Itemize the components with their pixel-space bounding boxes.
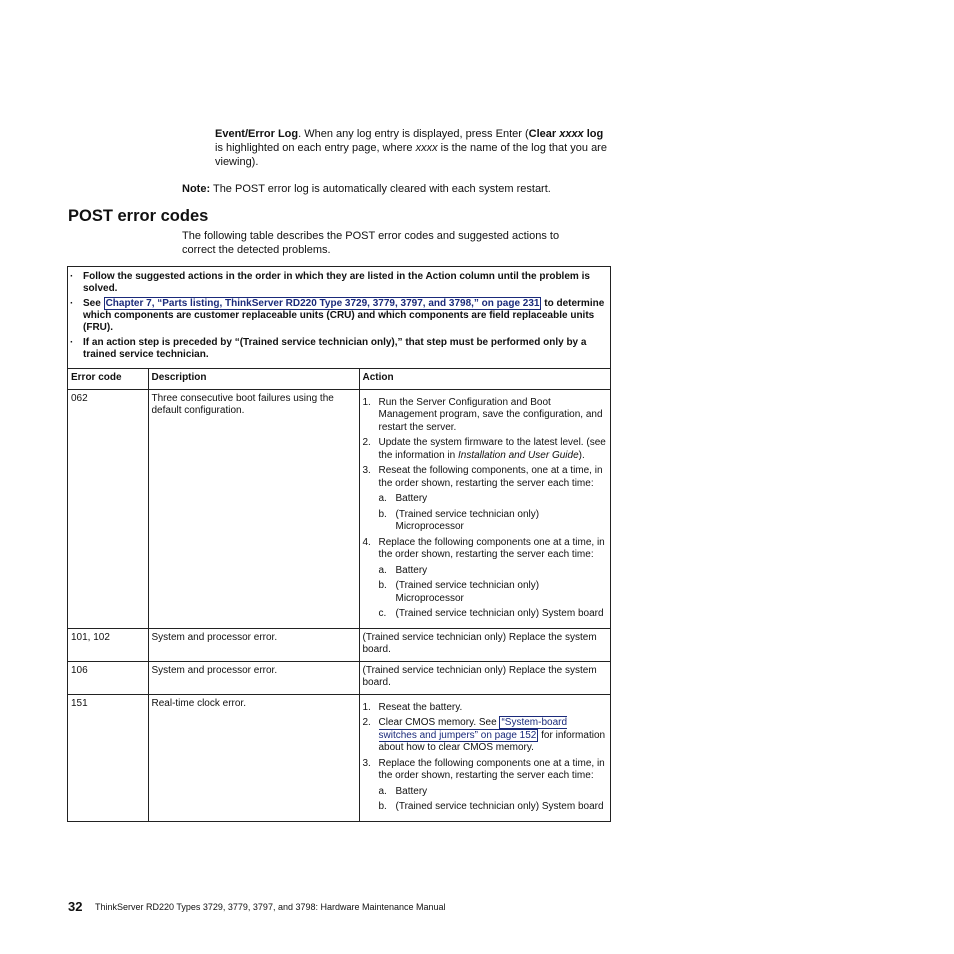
- error-action: [359, 694, 610, 821]
- log-name-placeholder: xxxx: [415, 142, 438, 154]
- clear-term: Clear: [528, 128, 560, 140]
- action-substep: [379, 565, 608, 578]
- bullet: ·: [70, 271, 74, 282]
- error-action: (Trained service technician only) Replace the system board.: [359, 661, 610, 694]
- parts-listing-link[interactable]: Chapter 7, “Parts listing, ThinkServer RD220 Type 3729, 3779, 3797, and 3798,” on page 231: [105, 298, 540, 309]
- substep-letter: a.: [378, 785, 387, 797]
- table-row: [68, 694, 610, 821]
- substep-text: (Trained service technician only) System board: [395, 608, 604, 619]
- substep-text: Battery: [395, 785, 428, 797]
- action-steps: [363, 698, 608, 814]
- step-text-segment: ).: [578, 449, 585, 461]
- log-term: log: [586, 128, 604, 140]
- table-note: [70, 271, 606, 295]
- step-number: 2.: [362, 717, 371, 728]
- table-row: [68, 389, 610, 628]
- action-step: [363, 758, 608, 783]
- intro-text: is the name of the log that you are viewing).: [215, 142, 607, 168]
- header-error-code: Error code: [68, 369, 148, 389]
- action-substep: [379, 580, 608, 605]
- note-text-segment: See: [83, 298, 104, 309]
- section-description: The following table describes the POST error codes and suggested actions to correct the detected problems.: [182, 230, 560, 256]
- substep-text: (Trained service technician only) System board: [395, 801, 604, 812]
- step-number: 3.: [362, 465, 371, 476]
- step-text-segment: Clear CMOS memory. See: [378, 717, 500, 728]
- substep-letter: c.: [378, 608, 387, 619]
- note-label: Note:: [182, 183, 211, 195]
- page-number: 32: [68, 899, 83, 914]
- post-error-table: [67, 266, 611, 822]
- system-board-switches-link[interactable]: “System-board switches and jumpers” on page 152: [378, 717, 568, 741]
- note-text-segment: to determine which components are customer replaceable units (CRU) and which components are field replaceable units (FRU).: [83, 298, 605, 333]
- log-name-placeholder: xxxx: [559, 128, 584, 140]
- action-substep: [379, 801, 608, 814]
- clear-log-term: [529, 128, 604, 140]
- footer-title: ThinkServer RD220 Types 3729, 3779, 3797, and 3798: Hardware Maintenance Manual: [95, 902, 446, 912]
- note-text: The POST error log is automatically cleared with each system restart.: [212, 183, 551, 195]
- header-description: Description: [148, 369, 359, 389]
- section-heading: POST error codes: [68, 207, 209, 225]
- substep-text: Battery: [395, 493, 428, 504]
- substep-text: (Trained service technician only) Microprocessor: [395, 508, 540, 532]
- intro-text: . When any log entry is displayed, press Enter (: [298, 128, 529, 140]
- table-notes: [68, 267, 610, 369]
- action-substep: [379, 493, 608, 506]
- error-action: [359, 389, 610, 628]
- step-text: Replace the following components one at a time, in the order shown, restarting the server each time:: [378, 757, 605, 781]
- substep-letter: b.: [378, 580, 387, 591]
- error-description: System and processor error.: [148, 628, 359, 661]
- error-code: 106: [68, 661, 148, 694]
- header-action: Action: [359, 369, 610, 389]
- step-number: 4.: [362, 536, 371, 548]
- action-steps: [363, 393, 608, 621]
- step-text: Replace the following components one at a time, in the order shown, restarting the server each time:: [378, 536, 605, 560]
- action-step: [363, 465, 608, 490]
- table-note: [70, 337, 606, 361]
- step-text: [379, 437, 608, 462]
- error-action: (Trained service technician only) Replace the system board.: [359, 628, 610, 661]
- intro-paragraph: [215, 127, 610, 169]
- error-code: 101, 102: [68, 628, 148, 661]
- error-description: Real-time clock error.: [148, 694, 359, 821]
- action-substep: [379, 509, 608, 534]
- table-row: [68, 628, 610, 661]
- table-row: [68, 661, 610, 694]
- bullet: ·: [70, 337, 74, 348]
- substep-letter: a.: [378, 493, 387, 504]
- substep-letter: b.: [378, 801, 387, 812]
- guide-title: Installation and User Guide: [458, 449, 579, 461]
- note: [182, 182, 612, 196]
- step-text: Run the Server Configuration and Boot Management program, save the configuration, and restart the server.: [378, 396, 603, 433]
- table-note-text: [83, 298, 606, 334]
- error-code: 062: [68, 389, 148, 628]
- action-substep: [379, 608, 608, 621]
- action-step: [363, 437, 608, 462]
- intro-text: is highlighted on each entry page, where: [215, 142, 416, 154]
- action-step: [363, 397, 608, 435]
- table-note-text: Follow the suggested actions in the order in which they are listed in the Action column until the problem is solved.: [83, 271, 590, 294]
- step-number: 2.: [362, 437, 371, 448]
- error-description: System and processor error.: [148, 661, 359, 694]
- table-note: [70, 298, 606, 334]
- action-substep: [379, 786, 608, 799]
- step-number: 1.: [362, 396, 371, 408]
- step-text-segment: Update the system firmware to the latest level. (see the information in: [378, 437, 606, 461]
- step-text: Reseat the battery.: [378, 701, 463, 713]
- substep-letter: a.: [378, 564, 387, 576]
- error-codes-table: [68, 369, 610, 821]
- error-code: 151: [68, 694, 148, 821]
- action-step: [363, 702, 608, 715]
- substep-letter: b.: [378, 508, 387, 520]
- step-number: 3.: [362, 757, 371, 769]
- substep-text: Battery: [395, 564, 428, 576]
- substep-text: (Trained service technician only) Microprocessor: [395, 580, 540, 604]
- step-number: 1.: [362, 701, 371, 713]
- step-text: [379, 717, 608, 755]
- error-description: Three consecutive boot failures using the default configuration.: [148, 389, 359, 628]
- event-error-log-term: Event/Error Log: [215, 128, 299, 140]
- table-note-text: If an action step is preceded by “(Trained service technician only),” that step must be performed only by a trained service technician.: [83, 337, 587, 360]
- step-text-segment: for information about how to clear CMOS memory.: [378, 729, 606, 753]
- table-header-row: [68, 369, 610, 389]
- step-text: Reseat the following components, one at a time, in the order shown, restarting the server each time:: [378, 465, 603, 489]
- action-step: [363, 717, 608, 755]
- action-step: [363, 537, 608, 562]
- bullet: ·: [70, 298, 74, 309]
